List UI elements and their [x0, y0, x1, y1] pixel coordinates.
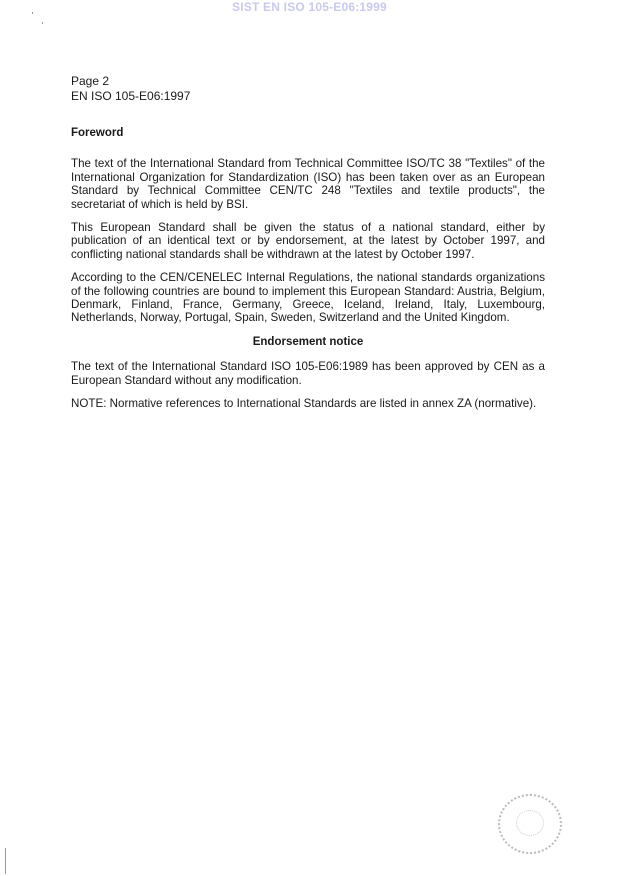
scan-speck — [42, 22, 43, 24]
scan-speck — [32, 12, 33, 14]
seal-stamp — [498, 794, 562, 854]
document-id: EN ISO 105-E06:1997 — [71, 89, 191, 103]
foreword-paragraph: According to the CEN/CENELEC Internal Regulations, the national standards organizations of the following countries are bound to implement this European Standard: Austria, Belgium, Denmark, Finland, France, Germany, Greece, Iceland, Ireland, Italy, Luxembourg, Netherlands, Norway, Portugal, Spain, Sweden, Switzerland and the United Kingdom. — [71, 271, 545, 325]
watermark: SIST EN ISO 105-E06:1999 — [232, 0, 387, 14]
page-number: Page 2 — [71, 74, 110, 88]
endorsement-text: The text of the International Standard ISO 105-E06:1989 has been approved by CEN as a European Standard without any modification. — [71, 360, 545, 387]
endorsement-heading: Endorsement notice — [252, 335, 364, 348]
normative-note: NOTE: Normative references to International Standards are listed in annex ZA (normative). — [71, 397, 537, 411]
page-header — [71, 74, 190, 104]
foreword-paragraph: The text of the International Standard from Technical Committee ISO/TC 38 "Textiles" of the International Organization for Standardization (ISO) has been taken over as an European Standard by Technical Committee CEN/TC 248 "Textiles and textile products", the secretariat of which is held by BSI. — [71, 157, 545, 211]
foreword-section — [71, 127, 545, 411]
foreword-heading: Foreword — [71, 127, 124, 139]
scan-edge-mark — [5, 848, 6, 874]
foreword-paragraph: This European Standard shall be given the status of a national standard, either by publication of an identical text or by endorsement, at the latest by October 1997, and conflicting national standards shall be withdrawn at the latest by October 1997. — [71, 221, 545, 261]
